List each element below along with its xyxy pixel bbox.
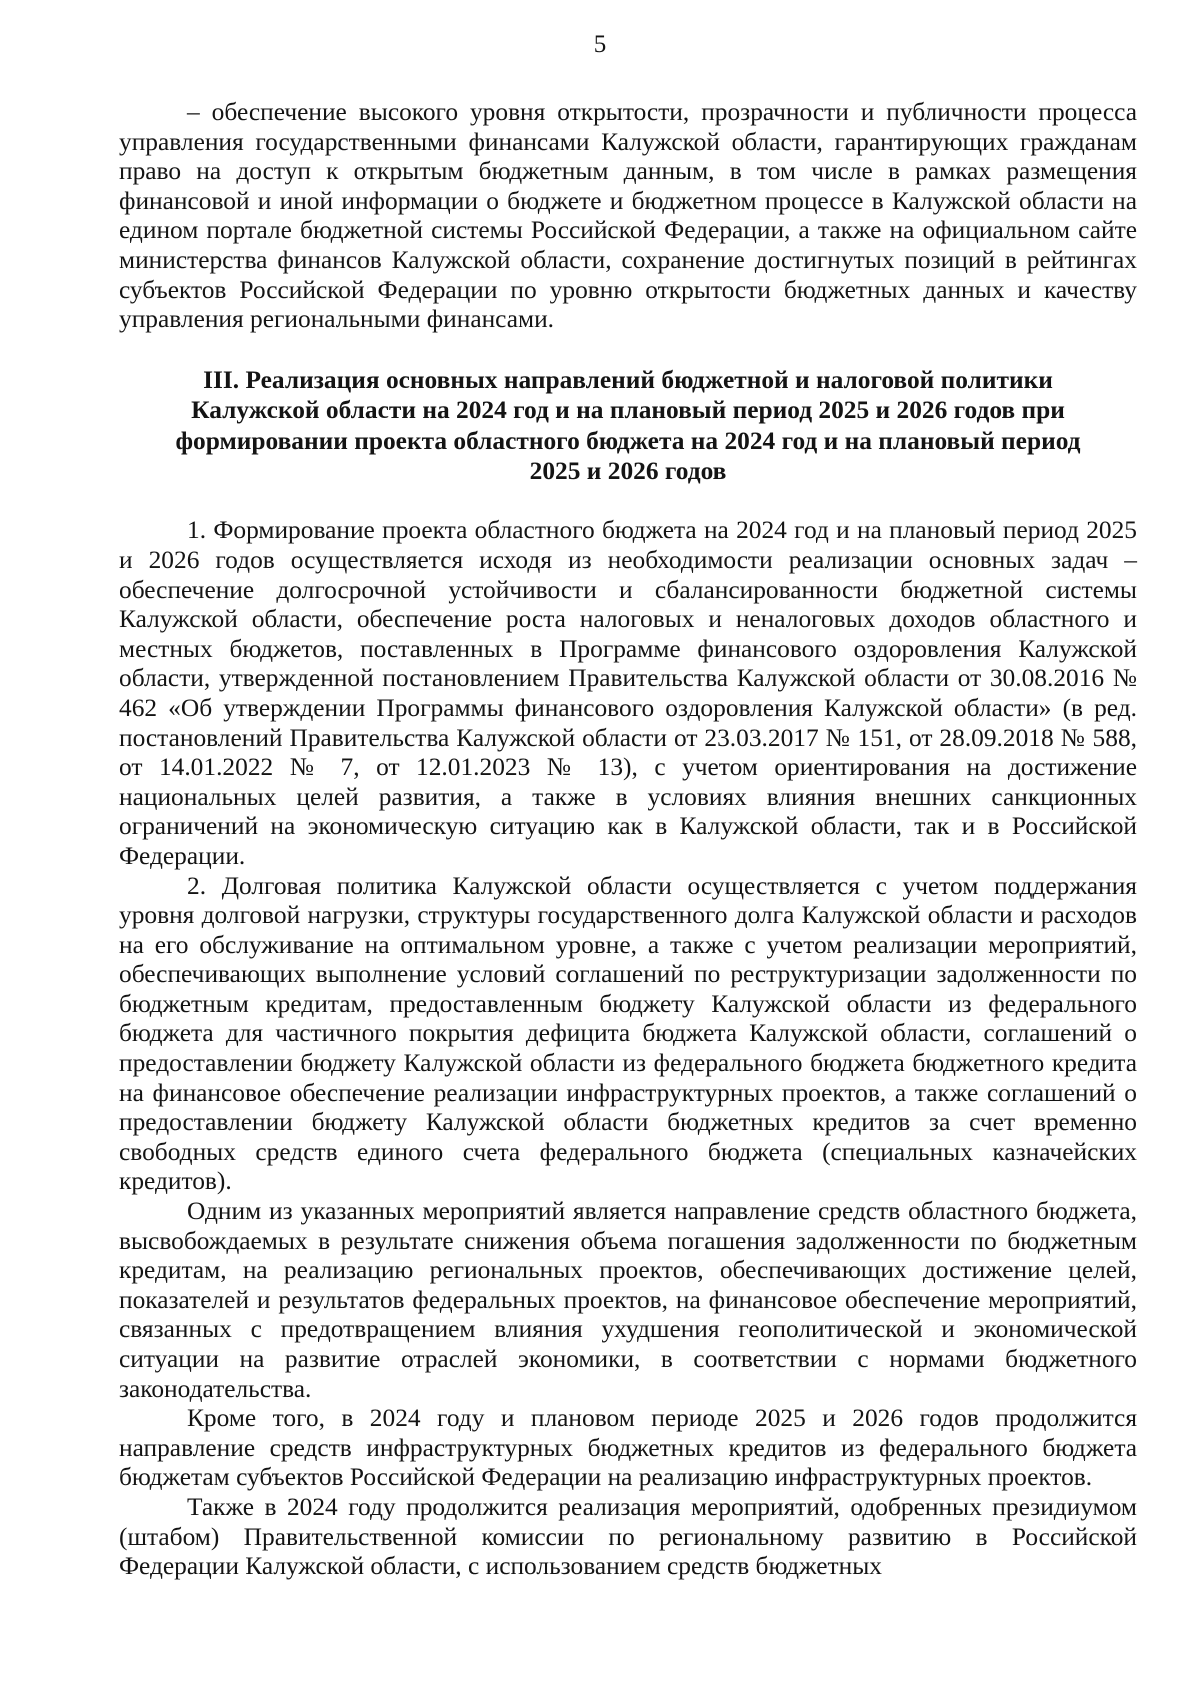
paragraph-5: Также в 2024 году продолжится реализация мероприятий, одобренных президиумом (штабом) Правительственной комиссии по региональному развитию в Российской Федерации Калужской области, с использованием средств бюджетных xyxy=(119,1492,1137,1581)
paragraph-4: Кроме того, в 2024 году и плановом периоде 2025 и 2026 годов продолжится направление средств инфраструктурных бюджетных кредитов из федерального бюджета бюджетам субъектов Российской Федерации на реализацию инфраструктурных проектов. xyxy=(119,1404,1137,1492)
section-heading-line: формировании проекта областного бюджета на 2024 год и на плановый период xyxy=(175,426,1081,455)
section-heading xyxy=(119,365,1137,487)
paragraph-2: 2. Долговая политика Калужской области осуществляется с учетом поддержания уровня долговой нагрузки, структуры государственного долга Калужской области и расходов на его обслуживание на оптимальном уровне, а также с учетом реализации мероприятий, обеспечивающих выполнение условий соглашений по реструктуризации задолженности по бюджетным кредитам, предоставленным бюджету Калужской области из федерального бюджета для частичного покрытия дефицита бюджета Калужской области, соглашений о предоставлении бюджету Калужской области из федерального бюджета бюджетного кредита на финансовое обеспечение реализации инфраструктурных проектов, а также соглашений о предоставлении бюджету Калужской области бюджетных кредитов за счет временно свободных средств единого счета федерального бюджета (специальных казначейских кредитов). xyxy=(119,871,1137,1196)
section-heading-line: Калужской области на 2024 год и на плановый период 2025 и 2026 годов при xyxy=(191,396,1065,425)
page-number: 5 xyxy=(593,31,607,58)
section-heading-line: 2025 и 2026 годов xyxy=(529,456,727,485)
paragraph-3: Одним из указанных мероприятий является направление средств областного бюджета, высвобождаемых в результате снижения объема погашения задолженности по бюджетным кредитам, на реализацию региональных проектов, обеспечивающих достижение целей, показателей и результатов федеральных проектов, на финансовое обеспечение мероприятий, связанных с предотвращением влияния ухудшения геополитической и экономической ситуации на развитие отраслей экономики, в соответствии с нормами бюджетного законодательства. xyxy=(119,1197,1137,1403)
document-body xyxy=(119,98,1137,1582)
paragraph-1: 1. Формирование проекта областного бюджета на 2024 год и на плановый период 2025 и 2026 годов осуществляется исходя из необходимости реализации основных задач – обеспечение долгосрочной устойчивости и сбалансированности бюджетной системы Калужской области, обеспечение роста налоговых и неналоговых доходов областного и местных бюджетов, поставленных в Программе финансового оздоровления Калужской области, утвержденной постановлением Правительства Калужской области от 30.08.2016 № 462 «Об утверждении Программы финансового оздоровления Калужской области» (в ред. постановлений Правительства Калужской области от 23.03.2017 № 151, от 28.09.2018 № 588, от 14.01.2022 № 7, от 12.01.2023 № 13), с учетом ориентирования на достижение национальных целей развития, а также в условиях влияния внешних санкционных ограничений на экономическую ситуацию как в Калужской области, так и в Российской Федерации. xyxy=(119,516,1137,870)
intro-paragraph: – обеспечение высокого уровня открытости, прозрачности и публичности процесса управления государственными финансами Калужской области, гарантирующих гражданам право на доступ к открытым бюджетным данным, в том числе в рамках размещения финансовой и иной информации о бюджете и бюджетном процессе в Калужской области на едином портале бюджетной системы Российской Федерации, а также на официальном сайте министерства финансов Калужской области, сохранение достигнутых позиций в рейтингах субъектов Российской Федерации по уровню открытости бюджетных данных и качеству управления региональными финансами. xyxy=(119,98,1137,334)
section-heading-line: III. Реализация основных направлений бюджетной и налоговой политики xyxy=(203,365,1053,394)
